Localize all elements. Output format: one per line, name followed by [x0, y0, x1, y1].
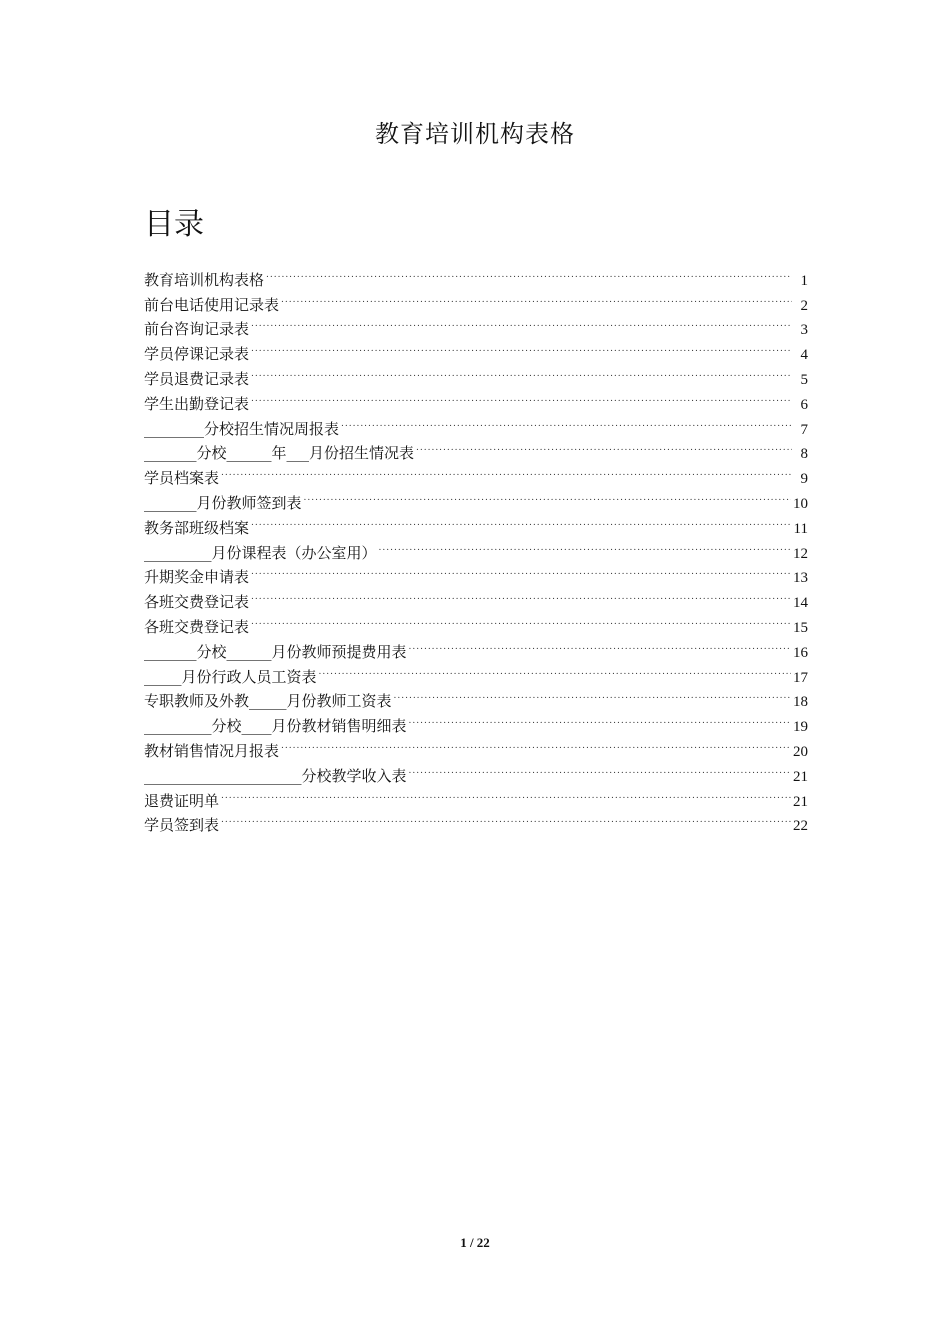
toc-entry-title: _________月份课程表（办公室用）	[144, 543, 377, 562]
toc-entry-page: 12	[793, 545, 808, 562]
toc-dot-leader	[281, 731, 791, 756]
toc-dot-leader	[251, 334, 792, 359]
toc-dot-leader	[251, 384, 792, 409]
toc-entry-page: 9	[800, 471, 808, 488]
toc-dot-leader	[409, 632, 791, 657]
toc-entry-title: 前台电话使用记录表	[144, 295, 280, 314]
toc-entry[interactable]	[144, 781, 808, 810]
toc-entry-title: 前台咨询记录表	[144, 320, 250, 339]
toc-entry[interactable]	[144, 458, 808, 488]
toc-dot-leader	[281, 285, 792, 310]
toc-dot-leader	[341, 409, 792, 434]
toc-dot-leader	[304, 483, 791, 508]
toc-dot-leader	[409, 706, 791, 731]
toc-dot-leader	[394, 682, 791, 707]
toc-dot-leader	[251, 582, 791, 607]
toc-entry-page: 22	[793, 818, 808, 835]
toc-entry-page: 20	[793, 743, 808, 760]
toc-entry-page: 15	[793, 619, 808, 636]
toc-entry-title: 教务部班级档案	[144, 518, 250, 537]
toc-entry-title: 学员停课记录表	[144, 345, 250, 364]
toc-dot-leader	[266, 260, 792, 285]
toc-entry-page: 19	[793, 719, 808, 736]
toc-entry-page: 16	[793, 644, 808, 661]
toc-entry-title: 学生出勤登记表	[144, 394, 250, 413]
toc-entry-page: 2	[800, 297, 808, 314]
toc-dot-leader	[416, 434, 792, 459]
toc-entry-page: 4	[800, 347, 808, 364]
toc-entry[interactable]	[144, 483, 808, 512]
toc-entry-title: 学员档案表	[144, 469, 220, 488]
toc-entry-page: 11	[793, 520, 808, 537]
toc-entry-title: 各班交费登记表	[144, 617, 250, 636]
toc-entry-page: 1	[800, 272, 808, 289]
toc-entry-page: 5	[800, 371, 808, 388]
toc-dot-leader	[251, 607, 791, 632]
toc-dot-leader	[251, 508, 792, 533]
toc-dot-leader	[251, 310, 792, 335]
toc-dot-leader	[221, 781, 791, 806]
toc-dot-leader	[409, 756, 791, 781]
toc-dot-leader	[251, 558, 791, 583]
toc-entry-title: _____________________分校教学收入表	[144, 766, 407, 785]
toc-entry[interactable]	[144, 806, 808, 835]
toc-entry-page: 13	[793, 570, 808, 587]
toc-entry-title: _____月份行政人员工资表	[144, 667, 317, 686]
table-of-contents	[144, 260, 808, 835]
toc-entry-title: 教育培训机构表格	[144, 270, 265, 289]
toc-entry-page: 10	[793, 495, 808, 512]
toc-entry[interactable]	[144, 260, 808, 289]
toc-entry-page: 6	[800, 396, 808, 413]
toc-entry-title: _______分校______月份教师预提费用表	[144, 642, 407, 661]
toc-entry-title: 各班交费登记表	[144, 593, 250, 612]
toc-entry-title: _______月份教师签到表	[144, 493, 302, 512]
toc-entry-page: 7	[800, 421, 808, 438]
toc-entry-title: _______分校______年___月份招生情况表	[144, 444, 415, 463]
toc-entry-page: 21	[793, 793, 808, 810]
toc-dot-leader	[221, 806, 791, 831]
toc-entry-page: 18	[793, 694, 808, 711]
toc-entry-title: 学员签到表	[144, 816, 220, 835]
toc-entry-page: 8	[800, 446, 808, 463]
toc-entry-page: 3	[800, 322, 808, 339]
toc-entry-title: 专职教师及外教_____月份教师工资表	[144, 692, 392, 711]
toc-entry-title: 教材销售情况月报表	[144, 741, 280, 760]
toc-entry-title: ________分校招生情况周报表	[144, 419, 340, 438]
toc-heading: 目录	[144, 207, 204, 242]
toc-entry-page: 17	[793, 669, 808, 686]
toc-dot-leader	[319, 657, 791, 682]
toc-entry-title: 学员退费记录表	[144, 369, 250, 388]
document-title: 教育培训机构表格	[375, 120, 575, 148]
toc-entry-title: 退费证明单	[144, 791, 220, 810]
toc-entry-title: 升期奖金申请表	[144, 568, 250, 587]
toc-dot-leader	[251, 359, 792, 384]
toc-entry-title: _________分校____月份教材销售明细表	[144, 717, 407, 736]
toc-dot-leader	[379, 533, 791, 558]
toc-entry-page: 14	[793, 595, 808, 612]
page-number-footer: 1 / 22	[460, 1235, 490, 1250]
toc-entry-page: 21	[793, 768, 808, 785]
toc-dot-leader	[221, 458, 792, 483]
